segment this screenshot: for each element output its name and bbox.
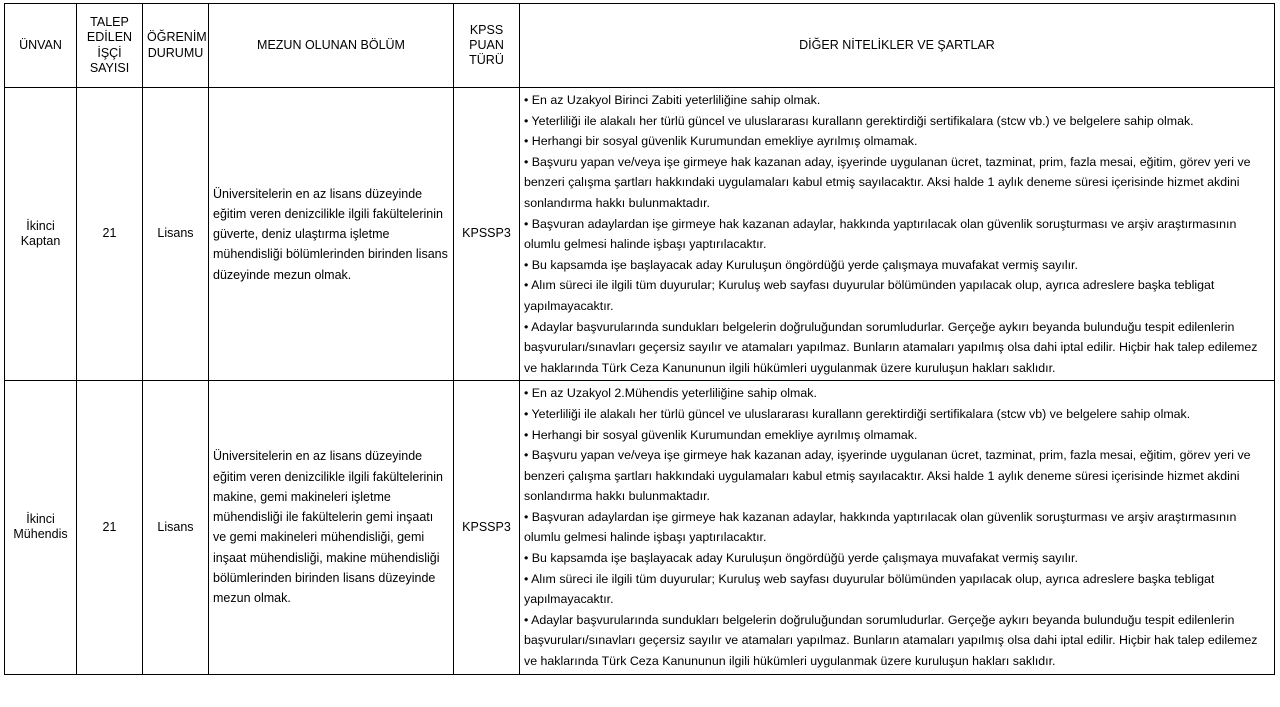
- requirement-item: • Başvuran adaylardan işe girmeye hak kazanan adaylar, hakkında yaptırılacak olan güvenlik soruşturması ve arşiv araştırmasının olumlu gelmesi halinde işbaşı yaptırılacaktır.: [524, 509, 1237, 545]
- table-header: [5, 4, 1275, 88]
- column-header-line: İŞÇİ: [97, 45, 122, 60]
- requirement-item: • Başvuran adaylardan işe girmeye hak kazanan adaylar, hakkında yaptırılacak olan güvenlik soruşturması ve arşiv araştırmasının olumlu gelmesi halinde işbaşı yaptırılacaktır.: [524, 216, 1237, 252]
- column-header-talep-edilen-isci-sayisi: [77, 4, 143, 88]
- table-row: [5, 381, 1275, 674]
- cell-isci-sayisi: 21: [77, 381, 143, 674]
- requirement-item: • Bu kapsamda işe başlayacak aday Kuruluşun öngördüğü yerde çalışmaya muvafakat vermiş sayılır.: [524, 257, 1078, 272]
- column-header-line: ÖĞRENİM: [147, 30, 207, 45]
- requirement-item: • Başvuru yapan ve/veya işe girmeye hak kazanan aday, işyerinde uygulanan ücret, tazminat, prim, fazla mesai, eğitim, görev yeri ve benzeri çalışma şartları hakkındaki uygulamaları kabul etmiş sayılacaktır. Aksi halde 1 aylık deneme süresi içerisinde hizmet akdini sonlandırma hakkı bulunmaktadır.: [524, 154, 1251, 210]
- unvan-line: Kaptan: [20, 234, 61, 249]
- unvan-line: İkinci: [26, 511, 55, 526]
- requirement-item: • En az Uzakyol Birinci Zabiti yeterliliğine sahip olmak.: [524, 93, 821, 107]
- cell-ogrenim-durumu: Lisans: [143, 88, 209, 381]
- column-header-line: TALEP: [90, 15, 129, 29]
- unvan-line: Mühendis: [13, 527, 68, 542]
- cell-unvan: [5, 381, 77, 674]
- column-header-ogrenim-durumu: [143, 4, 209, 88]
- column-header-kpss-puan-turu: [454, 4, 520, 88]
- requirement-item: • Alım süreci ile ilgili tüm duyurular; Kuruluş web sayfası duyurular bölümünden yapılacak olup, ayrıca adreslere başka tebligat yapılmayacaktır.: [524, 571, 1215, 607]
- column-header-line: SAYISI: [89, 60, 130, 75]
- cell-ogrenim-durumu: Lisans: [143, 381, 209, 674]
- requirement-item: • Herhangi bir sosyal güvenlik Kurumundan emekliye ayrılmış olmamak.: [524, 134, 918, 149]
- column-header-mezun-olunan-bolum: MEZUN OLUNAN BÖLÜM: [209, 4, 454, 88]
- table-body: [5, 88, 1275, 675]
- requirement-item: • Adaylar başvurularında sundukları belgelerin doğruluğundan sorumludurlar. Gerçeğe aykırı beyanda bulunduğu tespit edilenlerin başvuruları/sınavları geçersiz sayılır ve atamaları yapılmaz. Bunların atamaları yapılmış olsa dahi iptal edilir. Hiçbir hak talep edilemez ve haklarında Türk Ceza Kanununun ilgili hükümleri uygulanmak üzere kuruluşun hakları saklıdır.: [524, 612, 1258, 669]
- unvan-line: İkinci: [26, 218, 55, 233]
- requirement-item: • En az Uzakyol 2.Mühendis yeterliliğine sahip olmak.: [524, 386, 817, 401]
- table-row: [5, 88, 1275, 381]
- requirement-item: • Yeterliliği ile alakalı her türlü güncel ve uluslararası kurallann gerektirdiği sertifikalara (stcw vb.) ve belgelere sahip olmak.: [524, 113, 1194, 128]
- column-header-line: PUAN: [469, 37, 504, 52]
- requirement-item: • Adaylar başvurularında sundukları belgelerin doğruluğundan sorumludurlar. Gerçeğe aykırı beyanda bulunduğu tespit edilenlerin başvuruları/sınavları geçersiz sayılır ve atamaları yapılmaz. Bunların atamaları yapılmış olsa dahi iptal edilir. Hiçbir hak talep edilemez ve haklarında Türk Ceza Kanununun ilgili hükümleri uygulanmak üzere kuruluşun hakları saklıdır.: [524, 319, 1258, 375]
- table-header-row: [5, 4, 1275, 88]
- cell-mezun-olunan-bolum: Üniversitelerin en az lisans düzeyinde eğitim veren denizcilikle ilgili fakültelerinin güverte, deniz ulaştırma işletme mühendisliği bölümlerinden birinden lisans düzeyinde mezun olmak.: [209, 88, 454, 381]
- cell-diger-nitelikler: [520, 381, 1275, 674]
- requirement-item: • Yeterliliği ile alakalı her türlü güncel ve uluslararası kurallann gerektirdiği sertifikalara (stcw vb) ve belgelere sahip olmak.: [524, 406, 1191, 421]
- cell-unvan: [5, 88, 77, 381]
- requirement-item: • Başvuru yapan ve/veya işe girmeye hak kazanan aday, işyerinde uygulanan ücret, tazminat, prim, fazla mesai, eğitim, görev yeri ve benzeri çalışma şartları hakkındaki uygulamaları kabul etmiş sayılacaktır. Aksi halde 1 aylık deneme süresi içerisinde hizmet akdini sonlandırma hakkı bulunmaktadır.: [524, 448, 1251, 504]
- column-header-line: TÜRÜ: [469, 53, 504, 68]
- job-requirements-table: [4, 3, 1275, 675]
- cell-mezun-olunan-bolum: Üniversitelerin en az lisans düzeyinde eğitim veren denizcilikle ilgili fakültelerinin makine, gemi makineleri işletme mühendisliği ile fakültelerin gemi inşaatı ve gemi makineleri mühendisliği, gemi inşaat mühendisliği, makine mühendisliği bölümlerinden birinden lisans düzeyinde mezun olmak.: [209, 381, 454, 674]
- column-header-line: EDİLEN: [86, 30, 133, 45]
- requirement-item: • Alım süreci ile ilgili tüm duyurular; Kuruluş web sayfası duyurular bölümünden yapılacak olup, ayrıca adreslere başka tebligat yapılmayacaktır.: [524, 278, 1215, 313]
- column-header-diger-nitelikler: DİĞER NİTELİKLER VE ŞARTLAR: [520, 4, 1275, 88]
- column-header-line: DURUMU: [147, 45, 204, 60]
- column-header-line: KPSS: [469, 22, 504, 37]
- requirement-item: • Herhangi bir sosyal güvenlik Kurumundan emekliye ayrılmış olmamak.: [524, 427, 918, 442]
- cell-isci-sayisi: 21: [77, 88, 143, 381]
- cell-kpss-puan-turu: KPSSP3: [454, 381, 520, 674]
- column-header-unvan: ÜNVAN: [5, 4, 77, 88]
- cell-diger-nitelikler: [520, 88, 1275, 381]
- requirement-item: • Bu kapsamda işe başlayacak aday Kuruluşun öngördüğü yerde çalışmaya muvafakat vermiş sayılır.: [524, 551, 1078, 566]
- cell-kpss-puan-turu: KPSSP3: [454, 88, 520, 381]
